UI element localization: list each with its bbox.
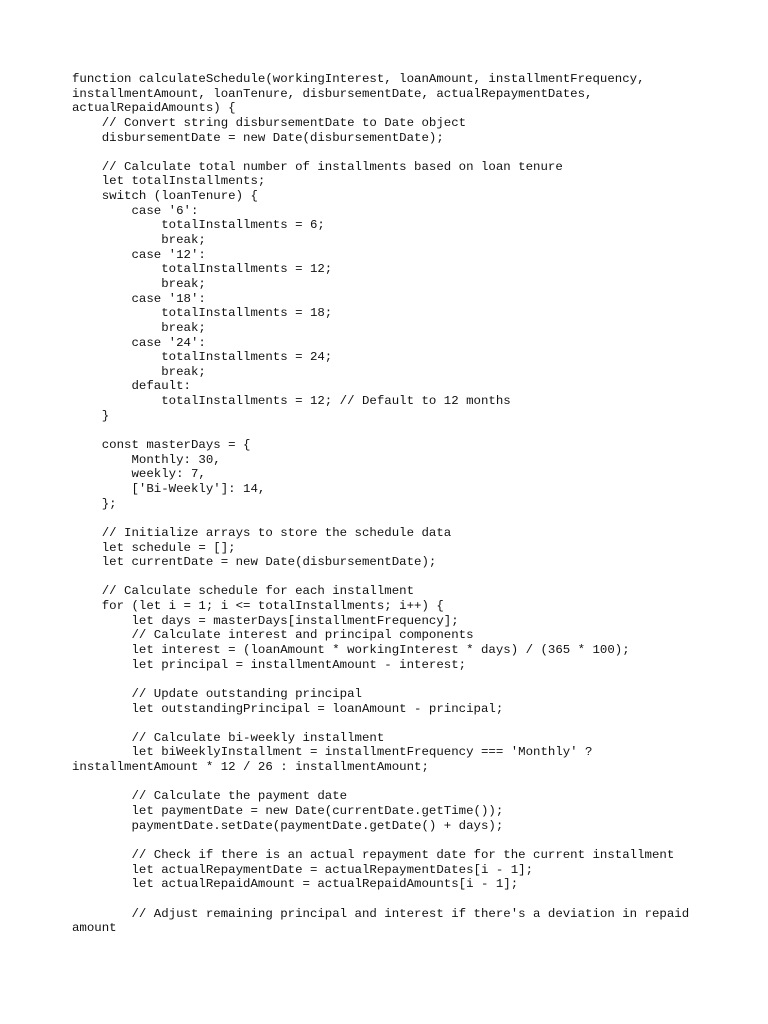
code-line: case '6': bbox=[72, 203, 199, 218]
code-line: installmentAmount * 12 / 26 : installmentAmount; bbox=[72, 760, 429, 775]
code-line: break; bbox=[72, 276, 206, 291]
code-line: let currentDate = new Date(disbursementDate); bbox=[72, 555, 437, 570]
code-line: let days = masterDays[installmentFrequency]; bbox=[72, 613, 459, 628]
code-line: function calculateSchedule(workingInterest, loanAmount, installmentFrequency, bbox=[72, 72, 645, 86]
code-line: }; bbox=[72, 496, 117, 511]
code-line: let outstandingPrincipal = loanAmount - principal; bbox=[72, 701, 504, 716]
code-line: ['Bi-Weekly']: 14, bbox=[72, 481, 266, 496]
code-line: // Update outstanding principal bbox=[72, 686, 362, 701]
code-line: totalInstallments = 24; bbox=[72, 350, 333, 365]
code-line: Monthly: 30, bbox=[72, 452, 221, 467]
code-line: // Calculate total number of installments based on loan tenure bbox=[72, 159, 563, 174]
code-line: installmentAmount, loanTenure, disbursementDate, actualRepaymentDates, bbox=[72, 86, 593, 101]
code-line: totalInstallments = 6; bbox=[72, 218, 325, 233]
code-line: actualRepaidAmounts) { bbox=[72, 101, 236, 116]
code-line: // Calculate schedule for each installment bbox=[72, 584, 415, 599]
code-line: paymentDate.setDate(paymentDate.getDate() + days); bbox=[72, 818, 504, 833]
code-line: case '24': bbox=[72, 335, 206, 350]
code-line: break; bbox=[72, 364, 206, 379]
code-line: // Calculate bi-weekly installment bbox=[72, 730, 385, 745]
code-line: for (let i = 1; i <= totalInstallments; i++) { bbox=[72, 599, 444, 614]
code-line: const masterDays = { bbox=[72, 438, 251, 453]
code-line: amount bbox=[72, 921, 117, 936]
code-line: // Adjust remaining principal and interest if there's a deviation in repaid bbox=[72, 906, 690, 921]
code-line bbox=[72, 833, 712, 848]
code-line bbox=[72, 672, 712, 687]
code-line: let schedule = []; bbox=[72, 540, 236, 555]
code-line: let principal = installmentAmount - interest; bbox=[72, 657, 467, 672]
code-line bbox=[72, 570, 712, 585]
code-line: // Convert string disbursementDate to Date object bbox=[72, 115, 467, 130]
code-line: let paymentDate = new Date(currentDate.getTime()); bbox=[72, 804, 504, 819]
code-line: // Calculate interest and principal components bbox=[72, 628, 474, 643]
code-line: case '12': bbox=[72, 247, 206, 262]
code-line: let totalInstallments; bbox=[72, 174, 266, 189]
code-line: let actualRepaymentDate = actualRepaymentDates[i - 1]; bbox=[72, 862, 534, 877]
code-line bbox=[72, 716, 712, 731]
code-line: } bbox=[72, 408, 110, 423]
code-line: break; bbox=[72, 320, 206, 335]
code-line: totalInstallments = 18; bbox=[72, 306, 333, 321]
code-line: let actualRepaidAmount = actualRepaidAmounts[i - 1]; bbox=[72, 877, 519, 892]
code-line: // Calculate the payment date bbox=[72, 789, 348, 804]
code-line: // Initialize arrays to store the schedule data bbox=[72, 525, 452, 540]
code-line bbox=[72, 892, 712, 907]
code-line: case '18': bbox=[72, 291, 206, 306]
code-line bbox=[72, 511, 712, 526]
code-line bbox=[72, 775, 712, 790]
code-line: break; bbox=[72, 233, 206, 248]
code-listing bbox=[72, 72, 712, 936]
code-line: weekly: 7, bbox=[72, 467, 206, 482]
code-line: let interest = (loanAmount * workingInterest * days) / (365 * 100); bbox=[72, 642, 630, 657]
code-line bbox=[72, 145, 712, 160]
code-line bbox=[72, 423, 712, 438]
code-line: totalInstallments = 12; bbox=[72, 262, 333, 277]
code-line: disbursementDate = new Date(disbursementDate); bbox=[72, 130, 444, 145]
code-line: switch (loanTenure) { bbox=[72, 189, 258, 204]
code-line: totalInstallments = 12; // Default to 12 months bbox=[72, 394, 511, 409]
code-line: let biWeeklyInstallment = installmentFrequency === 'Monthly' ? bbox=[72, 745, 593, 760]
code-line: default: bbox=[72, 379, 191, 394]
code-line: // Check if there is an actual repayment date for the current installment bbox=[72, 847, 675, 862]
